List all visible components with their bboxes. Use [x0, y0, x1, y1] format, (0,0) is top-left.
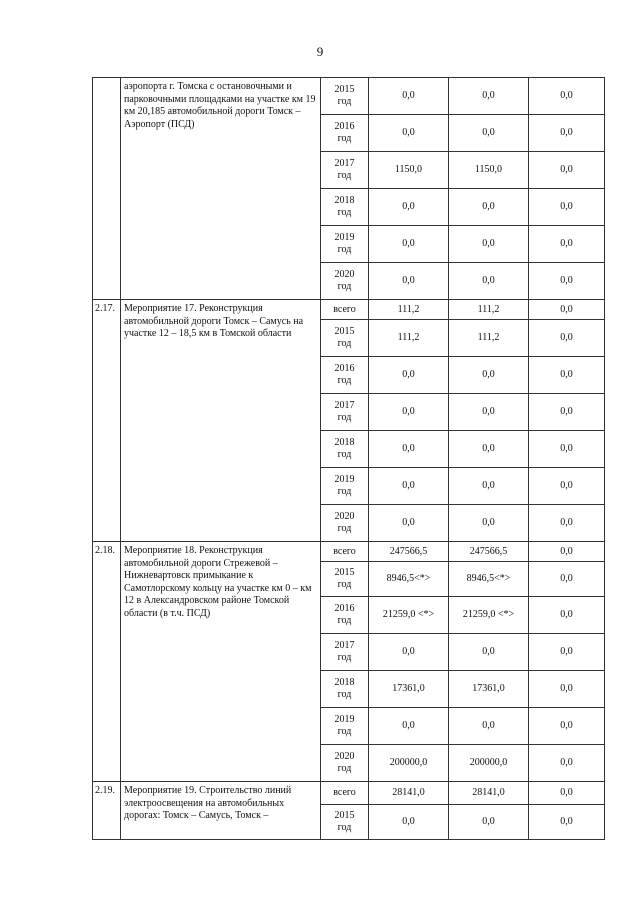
value-cell-1: 0,0: [369, 357, 449, 394]
value-cell-3: 0,0: [529, 152, 605, 189]
year-cell: 2018 год: [321, 671, 369, 708]
value-cell-1: 8946,5<*>: [369, 562, 449, 597]
value-cell-1: 0,0: [369, 189, 449, 226]
item-name: аэропорта г. Томска с остановочными и парковочными площадками на участке км 19 км 20,185 автомобильной дороги Томск – Аэропорт (ПСД): [121, 78, 321, 300]
table-row: [93, 78, 605, 115]
table-row: [93, 300, 605, 320]
year-cell: всего: [321, 782, 369, 805]
value-cell-1: 200000,0: [369, 745, 449, 782]
year-cell: 2015 год: [321, 562, 369, 597]
value-cell-3: 0,0: [529, 226, 605, 263]
value-cell-1: 0,0: [369, 634, 449, 671]
value-cell-2: 8946,5<*>: [449, 562, 529, 597]
year-cell: 2020 год: [321, 263, 369, 300]
value-cell-1: 111,2: [369, 320, 449, 357]
year-cell: 2015 год: [321, 320, 369, 357]
item-name: Мероприятие 18. Реконструкция автомобильной дороги Стрежевой – Нижневартовск примыкание к Самотлорскому кольцу на участке км 0 – км 12 в Александровском районе Томской области (в т.ч. ПСД): [121, 542, 321, 782]
value-cell-2: 0,0: [449, 78, 529, 115]
year-cell: 2019 год: [321, 226, 369, 263]
value-cell-1: 111,2: [369, 300, 449, 320]
value-cell-3: 0,0: [529, 300, 605, 320]
year-cell: 2018 год: [321, 189, 369, 226]
year-cell: 2015 год: [321, 78, 369, 115]
value-cell-3: 0,0: [529, 263, 605, 300]
value-cell-2: 0,0: [449, 189, 529, 226]
table-row: [93, 782, 605, 805]
year-cell: 2020 год: [321, 745, 369, 782]
value-cell-2: 1150,0: [449, 152, 529, 189]
value-cell-1: 0,0: [369, 394, 449, 431]
value-cell-2: 0,0: [449, 115, 529, 152]
value-cell-1: 0,0: [369, 505, 449, 542]
value-cell-2: 0,0: [449, 226, 529, 263]
value-cell-3: 0,0: [529, 394, 605, 431]
value-cell-3: 0,0: [529, 542, 605, 562]
table-row: [93, 542, 605, 562]
value-cell-1: 17361,0: [369, 671, 449, 708]
year-cell: 2016 год: [321, 357, 369, 394]
value-cell-3: 0,0: [529, 505, 605, 542]
value-cell-1: 0,0: [369, 226, 449, 263]
value-cell-3: 0,0: [529, 562, 605, 597]
value-cell-1: 0,0: [369, 468, 449, 505]
year-cell: 2017 год: [321, 152, 369, 189]
item-number: 2.19.: [93, 782, 121, 840]
value-cell-3: 0,0: [529, 357, 605, 394]
value-cell-2: 0,0: [449, 357, 529, 394]
value-cell-1: 247566,5: [369, 542, 449, 562]
value-cell-2: 21259,0 <*>: [449, 597, 529, 634]
value-cell-1: 0,0: [369, 78, 449, 115]
year-cell: 2017 год: [321, 394, 369, 431]
item-number: 2.18.: [93, 542, 121, 782]
year-cell: 2020 год: [321, 505, 369, 542]
value-cell-2: 0,0: [449, 263, 529, 300]
value-cell-1: 28141,0: [369, 782, 449, 805]
value-cell-1: 21259,0 <*>: [369, 597, 449, 634]
page-number: 9: [316, 44, 324, 59]
value-cell-3: 0,0: [529, 708, 605, 745]
value-cell-2: 0,0: [449, 805, 529, 840]
item-name: Мероприятие 17. Реконструкция автомобильной дороги Томск – Самусь на участке 12 – 18,5 км в Томской области: [121, 300, 321, 542]
year-cell: 2019 год: [321, 708, 369, 745]
item-number: [93, 78, 121, 300]
value-cell-1: 0,0: [369, 115, 449, 152]
year-cell: 2015 год: [321, 805, 369, 840]
value-cell-3: 0,0: [529, 671, 605, 708]
year-cell: всего: [321, 542, 369, 562]
value-cell-2: 0,0: [449, 431, 529, 468]
value-cell-1: 0,0: [369, 805, 449, 840]
year-cell: 2016 год: [321, 597, 369, 634]
value-cell-3: 0,0: [529, 634, 605, 671]
value-cell-2: 111,2: [449, 300, 529, 320]
budget-table: [92, 77, 605, 840]
value-cell-3: 0,0: [529, 805, 605, 840]
year-cell: 2016 год: [321, 115, 369, 152]
year-cell: 2018 год: [321, 431, 369, 468]
value-cell-3: 0,0: [529, 189, 605, 226]
value-cell-2: 0,0: [449, 505, 529, 542]
value-cell-3: 0,0: [529, 597, 605, 634]
value-cell-1: 0,0: [369, 431, 449, 468]
value-cell-1: 1150,0: [369, 152, 449, 189]
year-cell: 2017 год: [321, 634, 369, 671]
value-cell-2: 247566,5: [449, 542, 529, 562]
value-cell-2: 0,0: [449, 634, 529, 671]
value-cell-2: 0,0: [449, 394, 529, 431]
budget-table-body: [93, 78, 605, 840]
value-cell-2: 200000,0: [449, 745, 529, 782]
value-cell-3: 0,0: [529, 745, 605, 782]
item-name: Мероприятие 19. Строительство линий электроосвещения на автомобильных дорогах: Томск – Самусь, Томск –: [121, 782, 321, 840]
value-cell-3: 0,0: [529, 431, 605, 468]
value-cell-2: 28141,0: [449, 782, 529, 805]
year-cell: 2019 год: [321, 468, 369, 505]
value-cell-2: 111,2: [449, 320, 529, 357]
value-cell-3: 0,0: [529, 78, 605, 115]
value-cell-3: 0,0: [529, 320, 605, 357]
value-cell-2: 0,0: [449, 708, 529, 745]
item-number: 2.17.: [93, 300, 121, 542]
value-cell-2: 17361,0: [449, 671, 529, 708]
value-cell-1: 0,0: [369, 708, 449, 745]
value-cell-3: 0,0: [529, 782, 605, 805]
value-cell-2: 0,0: [449, 468, 529, 505]
value-cell-1: 0,0: [369, 263, 449, 300]
value-cell-3: 0,0: [529, 115, 605, 152]
year-cell: всего: [321, 300, 369, 320]
value-cell-3: 0,0: [529, 468, 605, 505]
